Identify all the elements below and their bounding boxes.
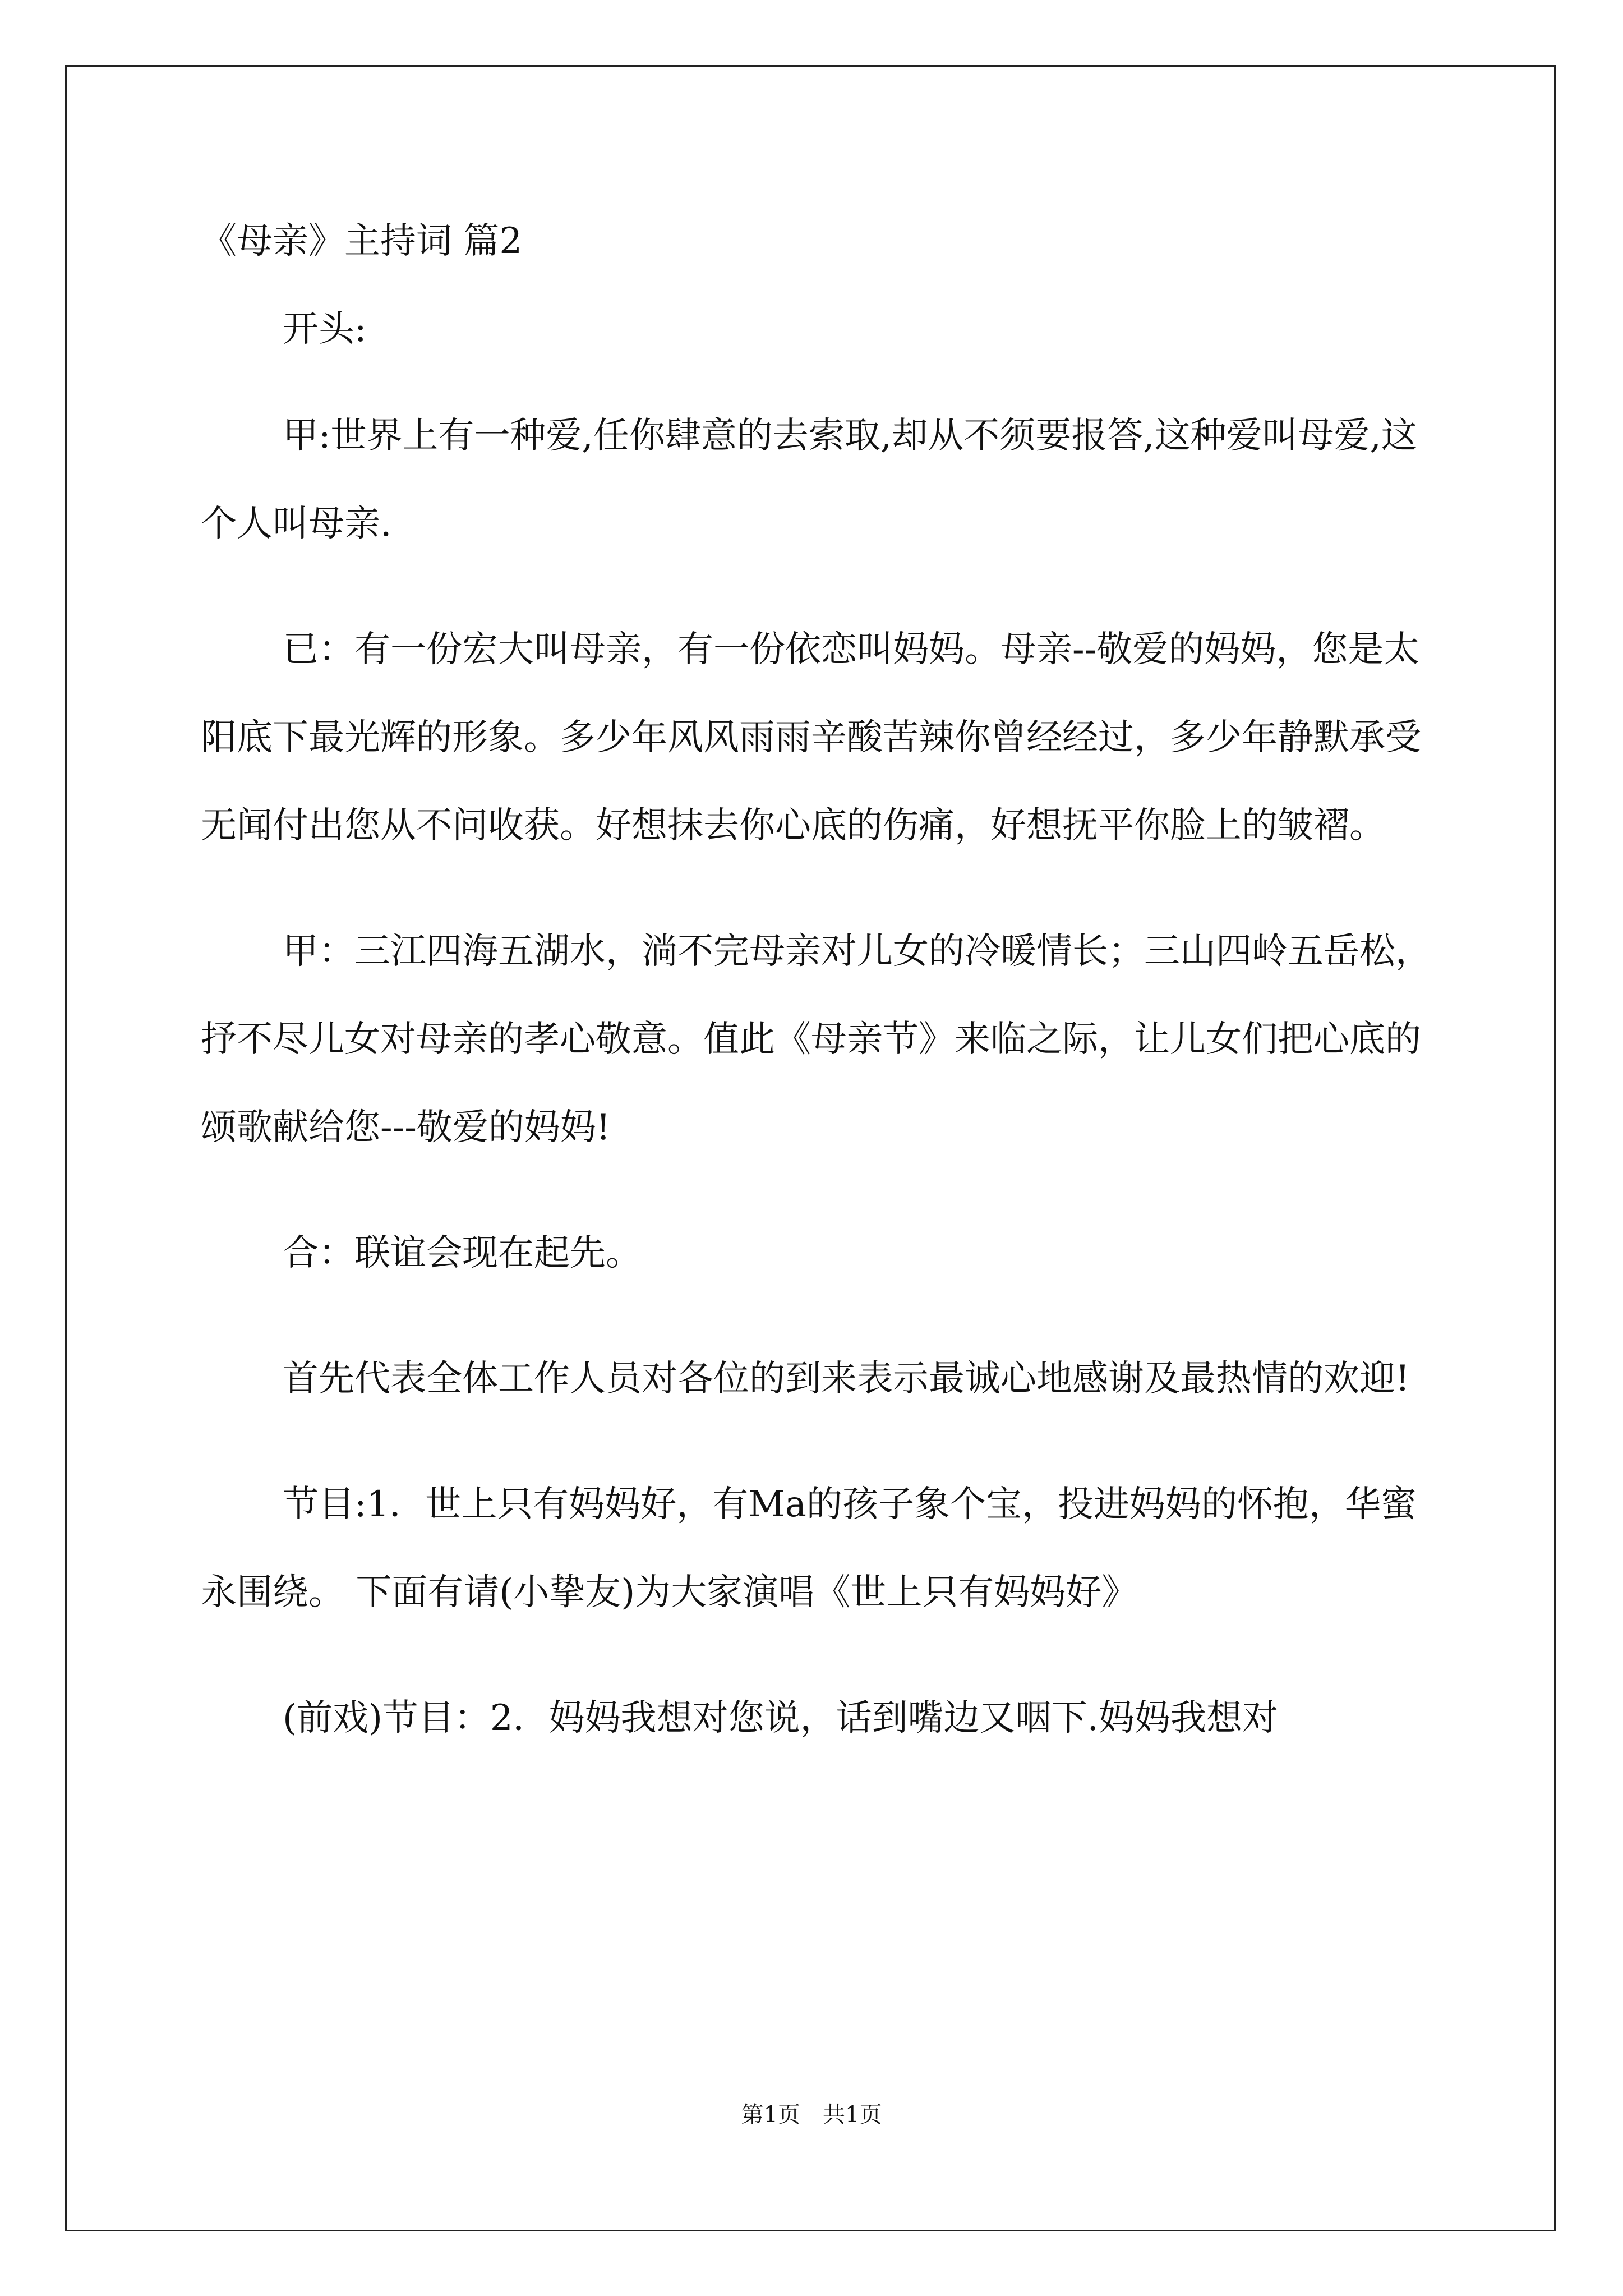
paragraph-opening: 开头:: [283, 309, 367, 350]
paragraph-yi: 已：有一份宏大叫母亲，有一份依恋叫妈妈。母亲--敬爱的妈妈，您是太阳底下最光辉的形象。多少年风风雨雨辛酸苦辣你曾经经过，多少年静默承受无闻付出您从不问收获。好想抹去你心底的伤痛，好想抚平你脸上的皱褶。: [201, 629, 1421, 846]
paragraph-welcome: 首先代表全体工作人员对各位的到来表示最诚心地感谢及最热情的欢迎!: [283, 1358, 1410, 1400]
paragraph-program-1: 节目:1．世上只有妈妈好，有Ma的孩子象个宝，投进妈妈的怀抱，华蜜永围绕。 下面有请(小挚友)为大家演唱《世上只有妈妈好》: [201, 1484, 1417, 1613]
paragraph-he: 合：联谊会现在起先。: [283, 1232, 642, 1274]
paragraph-program-2: (前戏)节目：2．妈妈我想对您说，话到嘴边又咽下.妈妈我想对: [283, 1697, 1278, 1739]
document-title: 《母亲》主持词 篇2: [201, 220, 523, 262]
document-body: [201, 216, 1435, 1800]
page-footer: 第1页 共1页: [741, 2102, 882, 2128]
paragraph-jia-2: 甲：三江四海五湖水，淌不完母亲对儿女的冷暖情长；三山四岭五岳松，抒不尽儿女对母亲的孝心敬意。值此《母亲节》来临之际，让儿女们把心底的颂歌献给您---敬爱的妈妈!: [201, 931, 1431, 1148]
paragraph-jia-1: 甲:世界上有一种爱,任你肆意的去索取,却从不须要报答,这种爱叫母爱,这个人叫母亲.: [201, 415, 1417, 545]
